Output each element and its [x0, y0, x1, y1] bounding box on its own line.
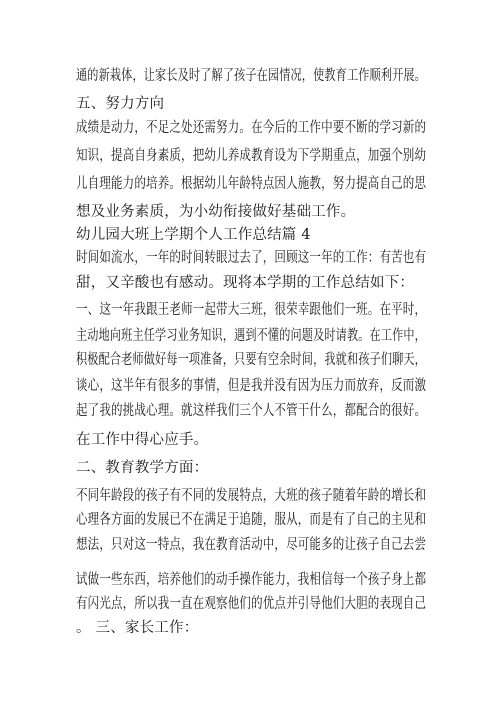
text-line: 通的新栽体，让家长及时了解了孩子在园情况，使教育工作顺利开展。	[76, 68, 426, 84]
text-line: 甜，又辛酸也有感动。现将本学期的工作总结如下：	[76, 275, 415, 291]
article-title: 幼儿园大班上学期个人工作总结篇 4	[76, 227, 311, 243]
text-line: 主动地向班主任学习业务知识，遇到不懂的问题及时请教。在工作中，	[76, 328, 426, 344]
text-line: 一、这一年我跟王老师一起带大三班，很荣幸跟他们一班。在平时，	[76, 302, 427, 318]
text-line: 。 三、家长工作：	[76, 620, 199, 636]
text-line: 谈心，这半年有很多的事情，但是我并没有因为压力而放弃，反而激	[76, 378, 427, 394]
text-line: 知识，提高自身素质，把幼儿养成教育设为下学期重点，加强个别幼	[76, 148, 427, 164]
text-line: 积极配合老师做好每一项准备，只要有空余时间，我就和孩子们聊天，	[76, 352, 426, 368]
text-line: 起了我的挑战心理。就这样我们三个人不管干什么，都配合的很好。	[76, 403, 427, 419]
text-line: 想及业务素质，为小幼衔接做好基础工作。	[76, 204, 356, 220]
section-heading: 二、教育教学方面：	[76, 460, 209, 476]
text-line: 儿自理能力的培养。根据幼儿年龄特点因人施教，努力提高自己的思	[76, 176, 427, 192]
text-line: 试做一些东西，培养他们的动手操作能力，我相信每一个孩子身上都	[76, 572, 427, 588]
text-line: 在工作中得心应手。	[76, 432, 209, 448]
text-line: 心理各方面的发展已不在满足于追随，服从，而是有了自己的主见和	[76, 512, 427, 528]
text-line: 成绩是动力，不足之处还需努力。在今后的工作中要不断的学习新的	[76, 120, 427, 136]
text-line: 有闪光点，所以我一直在观察他们的优点并引导他们大胆的表现自己	[76, 596, 427, 612]
text-line: 想法，只对这一特点，我在教育活动中，尽可能多的让孩子自己去尝	[76, 537, 427, 553]
text-line: 时间如流水，一年的时间转眼过去了，回顾这一年的工作：有苦也有	[76, 250, 427, 266]
section-heading: 五、努力方向	[76, 96, 165, 112]
text-line: 不同年龄段的孩子有不同的发展特点，大班的孩子随着年龄的增长和	[76, 488, 427, 504]
